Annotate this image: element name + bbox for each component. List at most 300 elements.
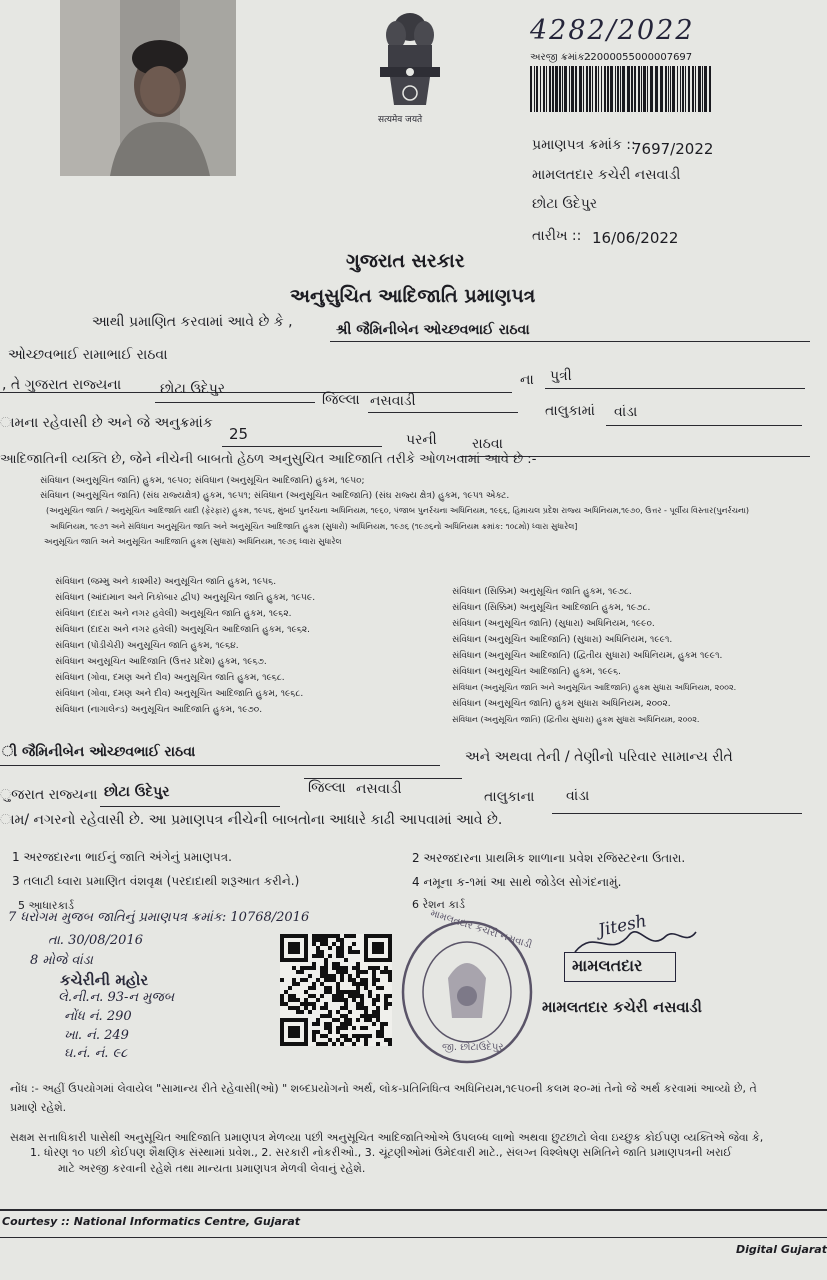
qr-module — [360, 1002, 364, 1006]
barcode-bar — [620, 66, 621, 112]
order-left-item: સંવિધાન (પોંડીચેરી) અનુસૂચિત જાતિ હુકમ, ૧૯૬૪. — [55, 641, 239, 651]
qr-module — [312, 1034, 316, 1038]
qr-module — [312, 938, 316, 942]
qr-module — [320, 938, 324, 942]
qr-module — [352, 994, 356, 998]
qr-module — [372, 982, 376, 986]
qr-module — [348, 946, 352, 950]
handwritten-line-3: 8 મોજે વાંડા — [30, 953, 93, 968]
qr-module — [308, 986, 312, 990]
qr-module — [364, 1034, 368, 1038]
qr-module — [328, 974, 332, 978]
qr-module — [344, 1018, 348, 1022]
qr-module — [380, 1022, 384, 1026]
barcode-bar — [643, 66, 646, 112]
qr-module — [308, 966, 312, 970]
qr-module — [364, 1038, 368, 1042]
document-4: 4 નમૂના ક-૧માં આ સાથે જોડેલ સોગંદનામું. — [412, 875, 622, 889]
qr-module — [280, 998, 284, 1002]
barcode-bar — [709, 66, 711, 112]
qr-module — [384, 1038, 388, 1042]
qr-module — [368, 994, 372, 998]
qr-module — [316, 950, 320, 954]
qr-module — [336, 934, 340, 938]
qr-module — [352, 982, 356, 986]
qr-module — [384, 966, 388, 970]
qr-module — [304, 1006, 308, 1010]
issuing-district: છોટા ઉદેપુર — [532, 196, 598, 212]
relation: પુત્રી — [550, 368, 572, 384]
barcode-bar — [631, 66, 633, 112]
qr-module — [388, 978, 392, 982]
barcode-bar — [586, 66, 588, 112]
qr-module — [348, 1010, 352, 1014]
qr-module — [312, 1030, 316, 1034]
qr-module — [340, 950, 344, 954]
district-value: છોટા ઉદેપુર — [160, 381, 226, 397]
qr-module — [316, 1018, 320, 1022]
qr-finder — [372, 942, 384, 954]
qr-module — [364, 1014, 368, 1018]
certificate-number: 7697/2022 — [632, 140, 714, 158]
handwritten-line-6: નોંધ નં. 290 — [64, 1009, 132, 1024]
signature-scribble: Jitesh — [596, 911, 649, 941]
qr-module — [312, 994, 316, 998]
qr-module — [292, 1006, 296, 1010]
order-right-item: સંવિધાન (અનુસૂચિત જાતિ) હુકમ સુધારા અધિનિયમ, ૨૦૦૨. — [452, 699, 671, 709]
qr-module — [384, 994, 388, 998]
qr-module — [360, 1026, 364, 1030]
barcode-bar — [688, 66, 690, 112]
na-label: ના — [520, 372, 534, 388]
document-6: 6 રેશન કાર્ડ — [412, 898, 465, 911]
document-3: 3 તલાટી ધ્વારા પ્રમાણિત વંશવૃક્ષ (પરદાદાથી શરૂઆત કરીને.) — [12, 874, 300, 888]
barcode-bar — [604, 66, 606, 112]
qr-module — [340, 1026, 344, 1030]
qr-module — [312, 1002, 316, 1006]
qr-module — [320, 1042, 324, 1046]
barcode-bar — [610, 66, 613, 112]
qr-module — [380, 1026, 384, 1030]
qr-module — [352, 950, 356, 954]
qr-module — [376, 1006, 380, 1010]
qr-module — [316, 934, 320, 938]
qr-code — [280, 934, 392, 1046]
qr-module — [380, 1034, 384, 1038]
handwritten-line-2: તા. 30/08/2016 — [48, 933, 143, 948]
qr-module — [352, 942, 356, 946]
order-left-item: સંવિધાન (દાદરા અને નગર હવેલી) અનુસૂચિત આદિજાતિ હુકમ, ૧૯૬૨. — [55, 625, 311, 635]
qr-module — [332, 962, 336, 966]
qr-module — [340, 1006, 344, 1010]
barcode-bar — [598, 66, 599, 112]
qr-module — [328, 1038, 332, 1042]
qr-module — [376, 1018, 380, 1022]
qr-module — [372, 966, 376, 970]
application-number-label: અરજી ક્રમાંક : — [530, 52, 591, 63]
qr-module — [292, 982, 296, 986]
qr-module — [336, 1030, 340, 1034]
qr-module — [328, 1026, 332, 1030]
date-label: તારીખ :: — [532, 228, 582, 244]
qr-module — [356, 1018, 360, 1022]
qr-module — [340, 994, 344, 998]
qr-module — [320, 970, 324, 974]
qr-module — [316, 938, 320, 942]
qr-module — [324, 962, 328, 966]
qr-module — [312, 986, 316, 990]
qr-module — [292, 978, 296, 982]
qr-module — [344, 1034, 348, 1038]
qr-module — [320, 974, 324, 978]
qr-module — [360, 978, 364, 982]
usage-line-1: સક્ષમ સત્તાધિકારી પાસેથી અનુસૂચિત આદિજાતિ પ્રમાણપત્ર મેળવ્યા પછી અનુસૂચિત આદિજાતિઓએ ઉપલબ્ધ લાભો અથવા છુટછાટો લેવા ઇચ્છુક કોઈપણ વ્યક્તિએ જેવા કે, — [10, 1131, 764, 1144]
qr-module — [340, 954, 344, 958]
qr-module — [344, 998, 348, 1002]
qr-module — [344, 966, 348, 970]
qr-module — [384, 1022, 388, 1026]
order-top-item: (અનુસૂચિત જાતિ / અનુસૂચિત આદિજાતિ યાદી (ફેરફાર) હુકમ, ૧૯૫૬, મુંબઈ પુનર્રચના અધિનિયમ, ૧૯૬૦, પંજાબ પુનર્રચના અધિનિયમ, ૧૯૬૬, હિમાચલ પ્રદેશ રાજ્ય અધિનિયમ,૧૯૭૦, ઉત્તર - પૂર્વીય વિસ્તાર(પુનર્રચના) — [46, 506, 750, 515]
qr-module — [340, 1022, 344, 1026]
qr-module — [328, 978, 332, 982]
qr-module — [360, 998, 364, 1002]
handwritten-line-1: 7 ધરોગમ મુજબ જાતિનું પ્રમાણપત્ર ક્રમાંક: 10768/2016 — [8, 910, 310, 925]
qr-module — [372, 1022, 376, 1026]
qr-module — [372, 978, 376, 982]
qr-module — [372, 1014, 376, 1018]
qr-module — [348, 974, 352, 978]
qr-module — [344, 958, 348, 962]
qr-module — [304, 966, 308, 970]
barcode-bar — [615, 66, 616, 112]
qr-module — [360, 1006, 364, 1010]
barcode-bar — [668, 66, 669, 112]
qr-module — [356, 974, 360, 978]
usage-line-2: 1. ધોરણ ૧૦ પછી કોઈપણ શૈક્ષણિક સંસ્થામાં પ્રવેશ., 2. સરકારી નોકરીઓ., 3. ચૂંટણીઓમાં ઉમેદવારી માટે., સંલગ્ન વિશ્લેષણ સમિતિને જાતિ પ્રમાણપત્રની ખરાઈ — [30, 1146, 732, 1159]
qr-module — [364, 970, 368, 974]
qr-module — [292, 994, 296, 998]
qr-module — [348, 1018, 352, 1022]
qr-module — [352, 978, 356, 982]
village-value: વાંડા — [614, 404, 638, 420]
qr-module — [324, 978, 328, 982]
qr-module — [344, 990, 348, 994]
qr-module — [352, 998, 356, 1002]
order-right-item: સંવિધાન (અનુસૂચિત આદિજાતિ) હુકમ, ૧૯૯૬. — [452, 667, 621, 677]
qr-module — [296, 1006, 300, 1010]
qr-module — [308, 994, 312, 998]
qr-module — [360, 994, 364, 998]
qr-module — [304, 978, 308, 982]
qr-module — [296, 982, 300, 986]
qr-module — [348, 950, 352, 954]
qr-module — [340, 990, 344, 994]
qr-module — [296, 970, 300, 974]
qr-module — [324, 1002, 328, 1006]
qr-module — [376, 1042, 380, 1046]
qr-module — [312, 962, 316, 966]
barcode-bar — [589, 66, 591, 112]
document-5: 5 આધારકાર્ડ — [18, 899, 74, 912]
barcode-bar — [665, 66, 667, 112]
qr-module — [328, 1014, 332, 1018]
order-top-item: સંવિધાન (અનુસૂચિત જાતિ) હુકમ, ૧૯૫૦; સંવિધાન (અનુસૂચિત આદિજાતિ) હુકમ, ૧૯૫૦; — [40, 476, 365, 486]
qr-module — [324, 1006, 328, 1010]
qr-module — [288, 1006, 292, 1010]
qr-module — [300, 1002, 304, 1006]
qr-module — [328, 946, 332, 950]
qr-module — [368, 1014, 372, 1018]
family-village-value: વાંડા — [566, 788, 590, 804]
order-right-item: સંવિધાન (અનુસૂચિત જાતિ અને અનુસૂચિત આદિજાતિ) હુકમ સુધારા અધિનિયમ, ૨૦૦૨. — [452, 683, 737, 692]
qr-module — [336, 1038, 340, 1042]
qr-module — [344, 1006, 348, 1010]
footer-rule — [0, 1209, 827, 1211]
brand-text: Digital Gujarat — [736, 1243, 827, 1256]
barcode-bar — [655, 66, 658, 112]
qr-module — [336, 954, 340, 958]
qr-module — [360, 982, 364, 986]
barcode-bar — [571, 66, 574, 112]
qr-module — [380, 1030, 384, 1034]
qr-module — [324, 966, 328, 970]
qr-module — [332, 1042, 336, 1046]
barcode-bar — [555, 66, 558, 112]
order-top-item: સંવિધાન (અનુસૂચિત જાતિ) (સંઘ રાજ્યક્ષેત્ર) હુકમ, ૧૯૫૧; સંવિધાન (અનુસૂચિત આદિજાતિ) (સંઘ રાજ્ય ક્ષેત્ર) હુકમ, ૧૯૫૧ એક્ટ. — [40, 491, 510, 501]
qr-module — [356, 970, 360, 974]
qr-module — [352, 934, 356, 938]
qr-module — [364, 986, 368, 990]
barcode-bar — [634, 66, 636, 112]
barcode-bar — [647, 66, 648, 112]
photo-image — [60, 0, 236, 176]
order-top-item: અધિનિયમ, ૧૯૭૧ અને સંવિધાન અનુસૂચિત જાતિ અને અનુસૂચિત આદિજાતિ હુકમ (સુધારો) અધિનિયમ, ૧૯૭૬ (૧૯૭૬નો અધિનિયમ ક્રમાંક: ૧૦૮મો) ધ્વારા સુધારેલ] — [50, 522, 578, 531]
barcode-bar — [592, 66, 593, 112]
barcode-bar — [559, 66, 561, 112]
qr-module — [344, 1014, 348, 1018]
barcode-bar — [579, 66, 582, 112]
order-right-item: સંવિધાન (અનુસૂચિત આદિજાતિ) (સુધારા) અધિનિયમ, ૧૯૯૧. — [452, 635, 673, 645]
qr-module — [324, 1014, 328, 1018]
qr-module — [324, 938, 328, 942]
qr-module — [372, 970, 376, 974]
qr-module — [328, 1030, 332, 1034]
qr-module — [320, 966, 324, 970]
order-left-item: સંવિધાન અનુસૂચિત આદિજાતિ (ઉત્તર પ્રદેશ) હુકમ, ૧૯૬૭. — [55, 657, 267, 667]
qr-module — [344, 970, 348, 974]
qr-module — [356, 1002, 360, 1006]
qr-module — [284, 1002, 288, 1006]
qr-module — [336, 962, 340, 966]
qr-finder — [288, 1026, 300, 1038]
qr-module — [332, 1018, 336, 1022]
qr-module — [296, 998, 300, 1002]
qr-module — [328, 934, 332, 938]
tribe-text: આદિજાતિની વ્યક્તિ છે, જેને નીચેની બાબતો હેઠળ અનુસુચિત આદિજાતિ તરીકે ઓળખવામાં આવે છે :- — [0, 452, 537, 467]
qr-module — [312, 982, 316, 986]
qr-module — [344, 1002, 348, 1006]
barcode-bar — [549, 66, 551, 112]
qr-module — [304, 990, 308, 994]
qr-module — [368, 966, 372, 970]
qr-module — [316, 954, 320, 958]
family-taluka-label: તાલુકાના — [484, 789, 535, 805]
signing-office: મામલતદાર કચેરી નસવાડી — [542, 998, 702, 1016]
document-1: 1 અરજદારના ભાઈનું જાતિ અંગેનું પ્રમાણપત્ર. — [12, 850, 232, 864]
taluka-label: તાલુકામાં — [545, 403, 595, 419]
qr-module — [348, 994, 352, 998]
qr-module — [324, 958, 328, 962]
qr-module — [372, 974, 376, 978]
qr-module — [384, 1006, 388, 1010]
state-text: , તે ગુજરાત રાજ્યના — [2, 377, 122, 393]
qr-module — [340, 966, 344, 970]
qr-module — [280, 994, 284, 998]
qr-module — [376, 1010, 380, 1014]
qr-module — [376, 966, 380, 970]
application-number: 22000055000007697 — [584, 52, 693, 63]
parni-label: પરની — [406, 432, 437, 448]
barcode-bar — [672, 66, 675, 112]
qr-module — [388, 974, 392, 978]
qr-module — [372, 1002, 376, 1006]
qr-module — [312, 966, 316, 970]
qr-module — [336, 950, 340, 954]
qr-module — [296, 1010, 300, 1014]
qr-module — [320, 954, 324, 958]
qr-module — [284, 990, 288, 994]
barcode-bar — [702, 66, 703, 112]
qr-module — [356, 990, 360, 994]
qr-module — [344, 934, 348, 938]
order-right-item: સંવિધાન (અનુસૂચિત જાતિ) (દ્વિતીય સુધારા) હુકમ સુધારા અધિનિયમ, ૨૦૦૨. — [452, 715, 700, 724]
qr-module — [324, 1026, 328, 1030]
qr-module — [312, 942, 316, 946]
qr-module — [320, 1006, 324, 1010]
office-seal-text: કચેરીની મહોર — [60, 971, 149, 989]
order-left-item: સંવિધાન (આંદામાન અને નિકોબાર દ્વીપ) અનુસૂચિત જાતિ હુકમ, ૧૯૫૯. — [55, 593, 316, 603]
qr-module — [368, 1034, 372, 1038]
handwritten-line-8: ઘ.નં. નં. ૯૮ — [64, 1046, 128, 1061]
qr-module — [328, 954, 332, 958]
qr-module — [320, 934, 324, 938]
qr-module — [364, 978, 368, 982]
qr-module — [356, 1034, 360, 1038]
order-right-item: સંવિધાન (સિક્કિમ) અનુસૂચિત જાતિ હુકમ, ૧૯૭૮. — [452, 587, 632, 597]
qr-module — [320, 994, 324, 998]
qr-module — [332, 998, 336, 1002]
qr-module — [336, 946, 340, 950]
family-district-label: જિલ્લા — [308, 780, 346, 796]
qr-module — [388, 970, 392, 974]
qr-module — [364, 1006, 368, 1010]
qr-module — [360, 1014, 364, 1018]
qr-module — [376, 1030, 380, 1034]
qr-module — [372, 998, 376, 1002]
qr-module — [376, 978, 380, 982]
qr-module — [336, 994, 340, 998]
order-left-item: સંવિધાન (જમ્મુ અને કાશ્મીર) અનુસૂચિત જાતિ હુકમ, ૧૯૫૬. — [55, 577, 277, 587]
qr-module — [352, 966, 356, 970]
barcode-bar — [698, 66, 701, 112]
qr-module — [344, 1038, 348, 1042]
qr-module — [324, 1022, 328, 1026]
qr-module — [308, 1010, 312, 1014]
qr-module — [376, 998, 380, 1002]
certificate-title: અનુસુચિત આદિજાતિ પ્રમાણપત્ર — [290, 285, 536, 307]
qr-module — [380, 970, 384, 974]
barcode — [530, 66, 712, 112]
qr-module — [332, 994, 336, 998]
note-line-2: પ્રમાણે રહેશે. — [10, 1101, 67, 1114]
qr-module — [336, 1010, 340, 1014]
district-label: જિલ્લા — [322, 392, 360, 408]
qr-module — [328, 1010, 332, 1014]
qr-module — [300, 1010, 304, 1014]
qr-module — [280, 1002, 284, 1006]
qr-module — [364, 1018, 368, 1022]
qr-module — [324, 1034, 328, 1038]
qr-module — [384, 998, 388, 1002]
qr-module — [336, 998, 340, 1002]
barcode-bar — [680, 66, 681, 112]
emblem-caption: सत्यमेव जयते — [378, 115, 423, 125]
qr-module — [292, 998, 296, 1002]
qr-module — [372, 1010, 376, 1014]
qr-module — [332, 966, 336, 970]
qr-module — [336, 990, 340, 994]
barcode-bar — [536, 66, 538, 112]
courtesy-text: Courtesy :: National Informatics Centre, Gujarat — [2, 1215, 301, 1228]
qr-module — [320, 942, 324, 946]
qr-module — [288, 998, 292, 1002]
ashoka-emblem-icon — [370, 5, 450, 115]
order-top-item: અનુસૂચિત જાતિ અને અનુસૂચિત આદિજાતિ હુકમ (સુધારા) અધિનિયમ, ૧૯૭૬ ધ્વારા સુધારેલ — [44, 537, 342, 546]
qr-module — [380, 986, 384, 990]
document-2: 2 અરજદારના પ્રાથમિક શાળાના પ્રવેશ રજિસ્ટરના ઉતારા. — [412, 851, 686, 865]
qr-module — [320, 1014, 324, 1018]
qr-module — [324, 974, 328, 978]
qr-module — [336, 966, 340, 970]
qr-module — [340, 1034, 344, 1038]
qr-module — [348, 1038, 352, 1042]
barcode-bar — [677, 66, 678, 112]
qr-module — [332, 934, 336, 938]
qr-module — [316, 998, 320, 1002]
qr-module — [340, 946, 344, 950]
barcode-bar — [607, 66, 609, 112]
qr-module — [324, 990, 328, 994]
barcode-bar — [692, 66, 694, 112]
qr-module — [320, 1034, 324, 1038]
qr-module — [356, 1038, 360, 1042]
qr-module — [316, 1042, 320, 1046]
office-stamp — [398, 907, 536, 1066]
qr-module — [336, 970, 340, 974]
qr-module — [352, 990, 356, 994]
qr-module — [376, 1034, 380, 1038]
qr-module — [336, 938, 340, 942]
qr-module — [368, 990, 372, 994]
qr-module — [300, 978, 304, 982]
qr-module — [388, 994, 392, 998]
qr-module — [356, 986, 360, 990]
barcode-bar — [617, 66, 619, 112]
qr-module — [312, 1038, 316, 1042]
qr-module — [332, 978, 336, 982]
qr-module — [360, 1034, 364, 1038]
qr-module — [356, 1006, 360, 1010]
